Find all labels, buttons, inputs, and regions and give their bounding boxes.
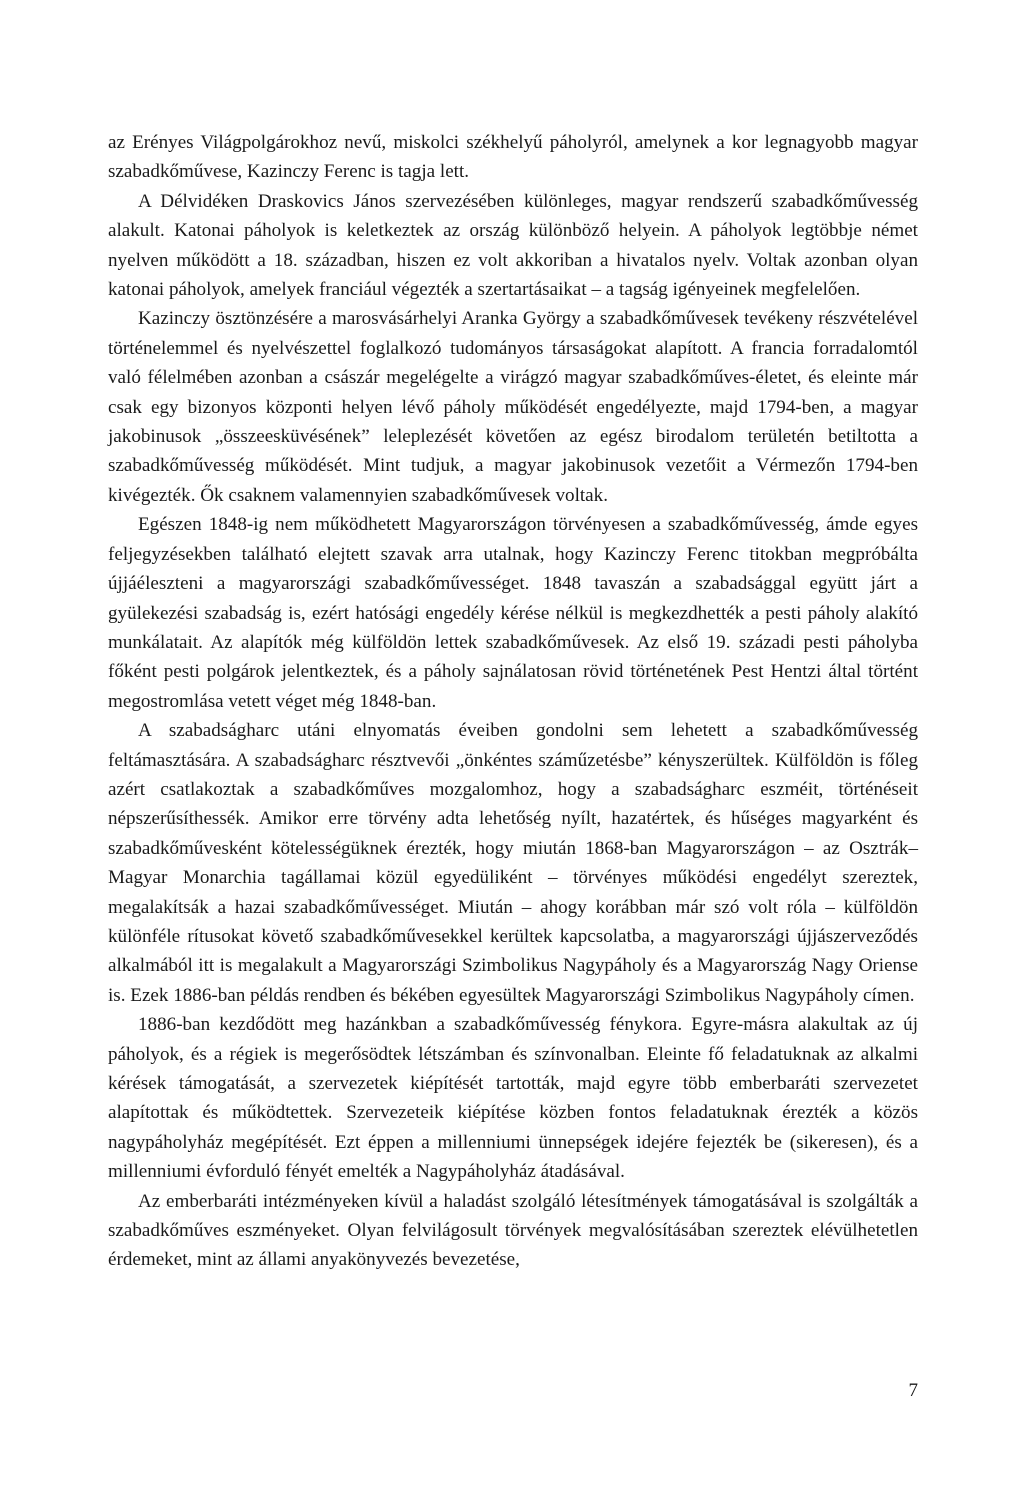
paragraph-5: A szabadságharc utáni elnyomatás éveiben gondolni sem lehetett a szabadkőművesség feltámasztására. A szabadságharc résztvevői „önkéntes száműzetésbe” kényszerültek. Külföldön is főleg azért csatlakoztak a szabadkőműves mozgalomhoz, hogy a szabadságharc eszméit, történéseit népszerűsíthessék. Amikor erre törvény adta lehetőség nyílt, hazatértek, és hűséges magyarként és szabadkőművesként kötelességüknek érezték, hogy miután 1868-ban Magyarországon – az Osztrák–Magyar Monarchia tagállamai közül egyedüliként – törvényes működési engedélyt szereztek, megalakítsák a hazai szabadkőművességet. Miután – ahogy korábban már szó volt róla – külföldön különféle rítusokat követő szabadkőművesekkel kerültek kapcsolatba, a magyarországi újjászerveződés alkalmából itt is megalakult a Magyarországi Szimbolikus Nagypáholy és a Magyarország Nagy Oriense is. Ezek 1886-ban példás rendben és békében egyesültek Magyarországi Szimbolikus Nagypáholy címen. xyxy=(108,720,918,1006)
paragraph-7: Az emberbaráti intézményeken kívül a haladást szolgáló létesítmények támogatásával is szolgálták a szabadkőműves eszményeket. Olyan felvilágosult törvények megvalósításában szereztek elévülhetetlen érdemeket, mint az állami anyakönyvezés bevezetése, xyxy=(108,1190,918,1271)
paragraph-2: A Délvidéken Draskovics János szervezésében különleges, magyar rendszerű szabadkőművesség alakult. Katonai páholyok is keletkeztek az ország különböző helyein. A páholyok legtöbbje német nyelven működött a 18. században, hiszen ez volt akkoriban a hivatalos nyelv. Voltak azonban olyan katonai páholyok, amelyek franciául végezték a szertartásaikat – a tagság igényeinek megfelelően. xyxy=(108,190,918,301)
body-text-column xyxy=(108,128,918,1275)
paragraph-1: az Erényes Világpolgárokhoz nevű, miskolci székhelyű páholyról, amelynek a kor legnagyobb magyar szabadkőművese, Kazinczy Ferenc is tagja lett. xyxy=(108,132,918,183)
paragraph-3: Kazinczy ösztönzésére a marosvásárhelyi Aranka György a szabadkőművesek tevékeny részvételével történelemmel és nyelvészettel foglalkozó tudományos társaságokat alapított. A francia forradalomtól való félelmében azonban a császár megelégelte a virágzó magyar szabadkőműves-életet, és eleinte már csak egy bizonyos központi helyen lévő páholy működését engedélyezte, majd 1794-ben, a magyar jakobinusok „összeesküvésének” leleplezését követően az egész birodalom területén betiltotta a szabadkőművesség működését. Mint tudjuk, a magyar jakobinusok vezetőit a Vérmezőn 1794-ben kivégezték. Ők csaknem valamennyien szabadkőművesek voltak. xyxy=(108,308,918,506)
paragraph-6: 1886-ban kezdődött meg hazánkban a szabadkőművesség fénykora. Egyre-másra alakultak az új páholyok, és a régiek is megerősödtek létszámban és színvonalban. Eleinte fő feladatuknak az alkalmi kérések támogatását, a szervezetek kiépítését tartották, majd egyre több emberbaráti szervezetet alapítottak és működtettek. Szervezeteik kiépítése közben fontos feladatuknak érezték a közös nagypáholyház megépítését. Ezt éppen a millenniumi ünnepségek idejére fejezték be (sikeresen), és a millenniumi évforduló fényét emelték a Nagypáholyház átadásával. xyxy=(108,1014,918,1183)
paragraph-4: Egészen 1848-ig nem működhetett Magyarországon törvényesen a szabadkőművesség, ámde egyes feljegyzésekben található elejtett szavak arra utalnak, hogy Kazinczy Ferenc titokban megpróbálta újjáéleszteni a magyarországi szabadkőművességet. 1848 tavaszán a szabadsággal együtt járt a gyülekezési szabadság is, ezért hatósági engedély kérése nélkül is megkezdhették a pesti páholy alakító munkálatait. Az alapítók még külföldön lettek szabadkőművesek. Az első 19. századi pesti páholyba főként pesti polgárok jelentkeztek, és a páholy sajnálatosan rövid történetének Pest Hentzi által történt megostromlása vetett véget még 1848-ban. xyxy=(108,514,918,712)
page-number: 7 xyxy=(908,1380,918,1401)
